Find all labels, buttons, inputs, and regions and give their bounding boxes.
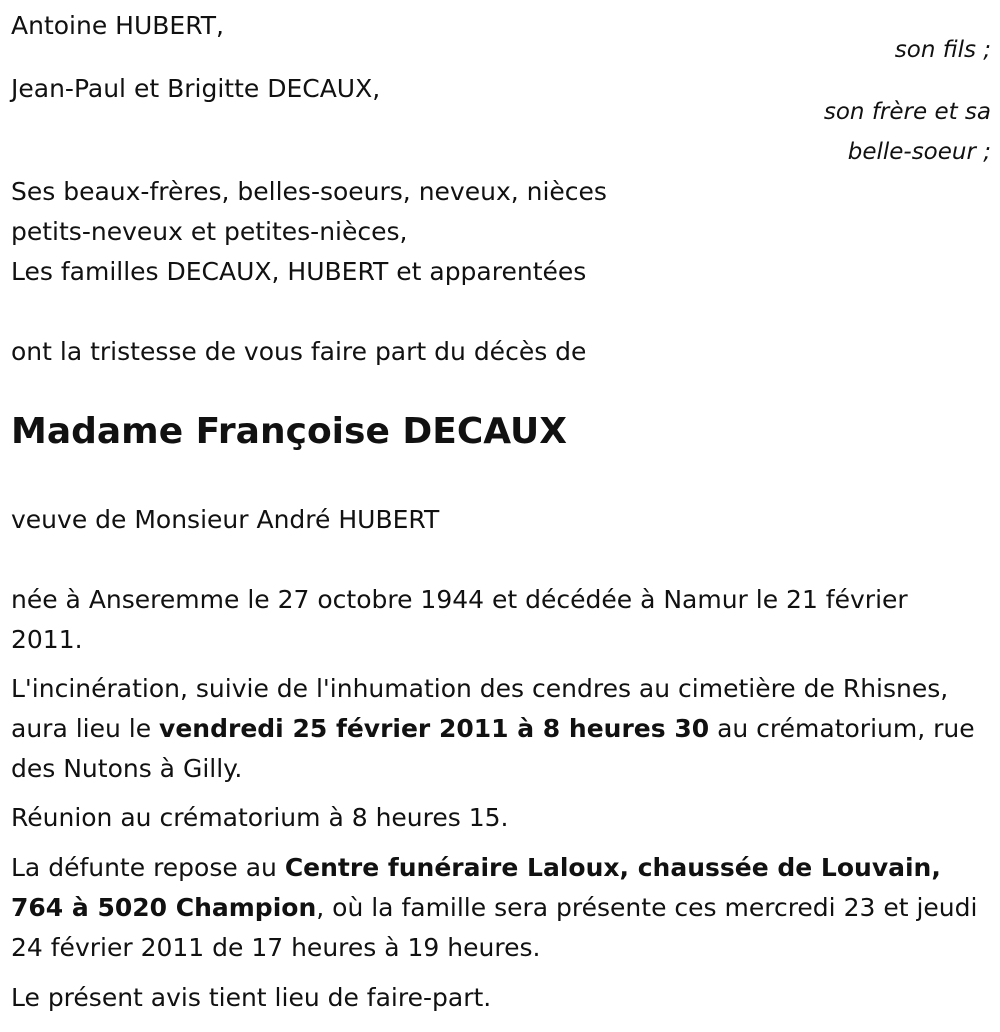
brother-relation-line2: belle-soeur ;	[847, 139, 991, 165]
family-list	[11, 172, 986, 292]
funeral-home-address: Centre funéraire Laloux, chaussée de Louvain, 764 à 5020 Champion	[11, 853, 941, 922]
birth-death-paragraph	[11, 580, 986, 660]
son-relation: son fils ;	[894, 37, 991, 63]
obituary-notice	[11, 0, 991, 1032]
visitation-text-after: , où la famille sera présente ces mercredi 23 et jeudi 24 février 2011 de 17 heures à 19 heures.	[11, 893, 978, 962]
footer-note: Le présent avis tient lieu de faire-part.	[11, 983, 492, 1012]
deceased-name: Madame Françoise DECAUX	[11, 411, 568, 452]
ceremony-date: vendredi 25 février 2011 à 8 heures 30	[159, 714, 710, 743]
meeting-text: Réunion au crématorium à 8 heures 15.	[11, 803, 509, 832]
visitation-paragraph	[11, 848, 986, 968]
brother-relation-line1: son frère et sa	[823, 99, 991, 125]
announcement-text: ont la tristesse de vous faire part du décès de	[11, 337, 587, 366]
footer-paragraph	[11, 978, 986, 1018]
son-name: Antoine HUBERT,	[11, 11, 224, 40]
ceremony-paragraph	[11, 669, 986, 789]
birth-death-text: née à Anseremme le 27 octobre 1944 et décédée à Namur le 21 février 2011.	[11, 585, 908, 654]
meeting-paragraph	[11, 798, 986, 838]
family-line: Les familles DECAUX, HUBERT et apparentées	[11, 257, 587, 286]
brother-names: Jean-Paul et Brigitte DECAUX,	[11, 74, 381, 103]
ceremony-text-after: au crématorium, rue des Nutons à Gilly.	[11, 714, 975, 783]
family-line: Ses beaux-frères, belles-soeurs, neveux, nièces	[11, 177, 607, 206]
ceremony-text-before: L'incinération, suivie de l'inhumation des cendres au cimetière de Rhisnes, aura lieu le	[11, 674, 949, 743]
family-line: petits-neveux et petites-nièces,	[11, 217, 408, 246]
visitation-text-before: La défunte repose au	[11, 853, 285, 882]
widow-of-text: veuve de Monsieur André HUBERT	[11, 505, 440, 534]
